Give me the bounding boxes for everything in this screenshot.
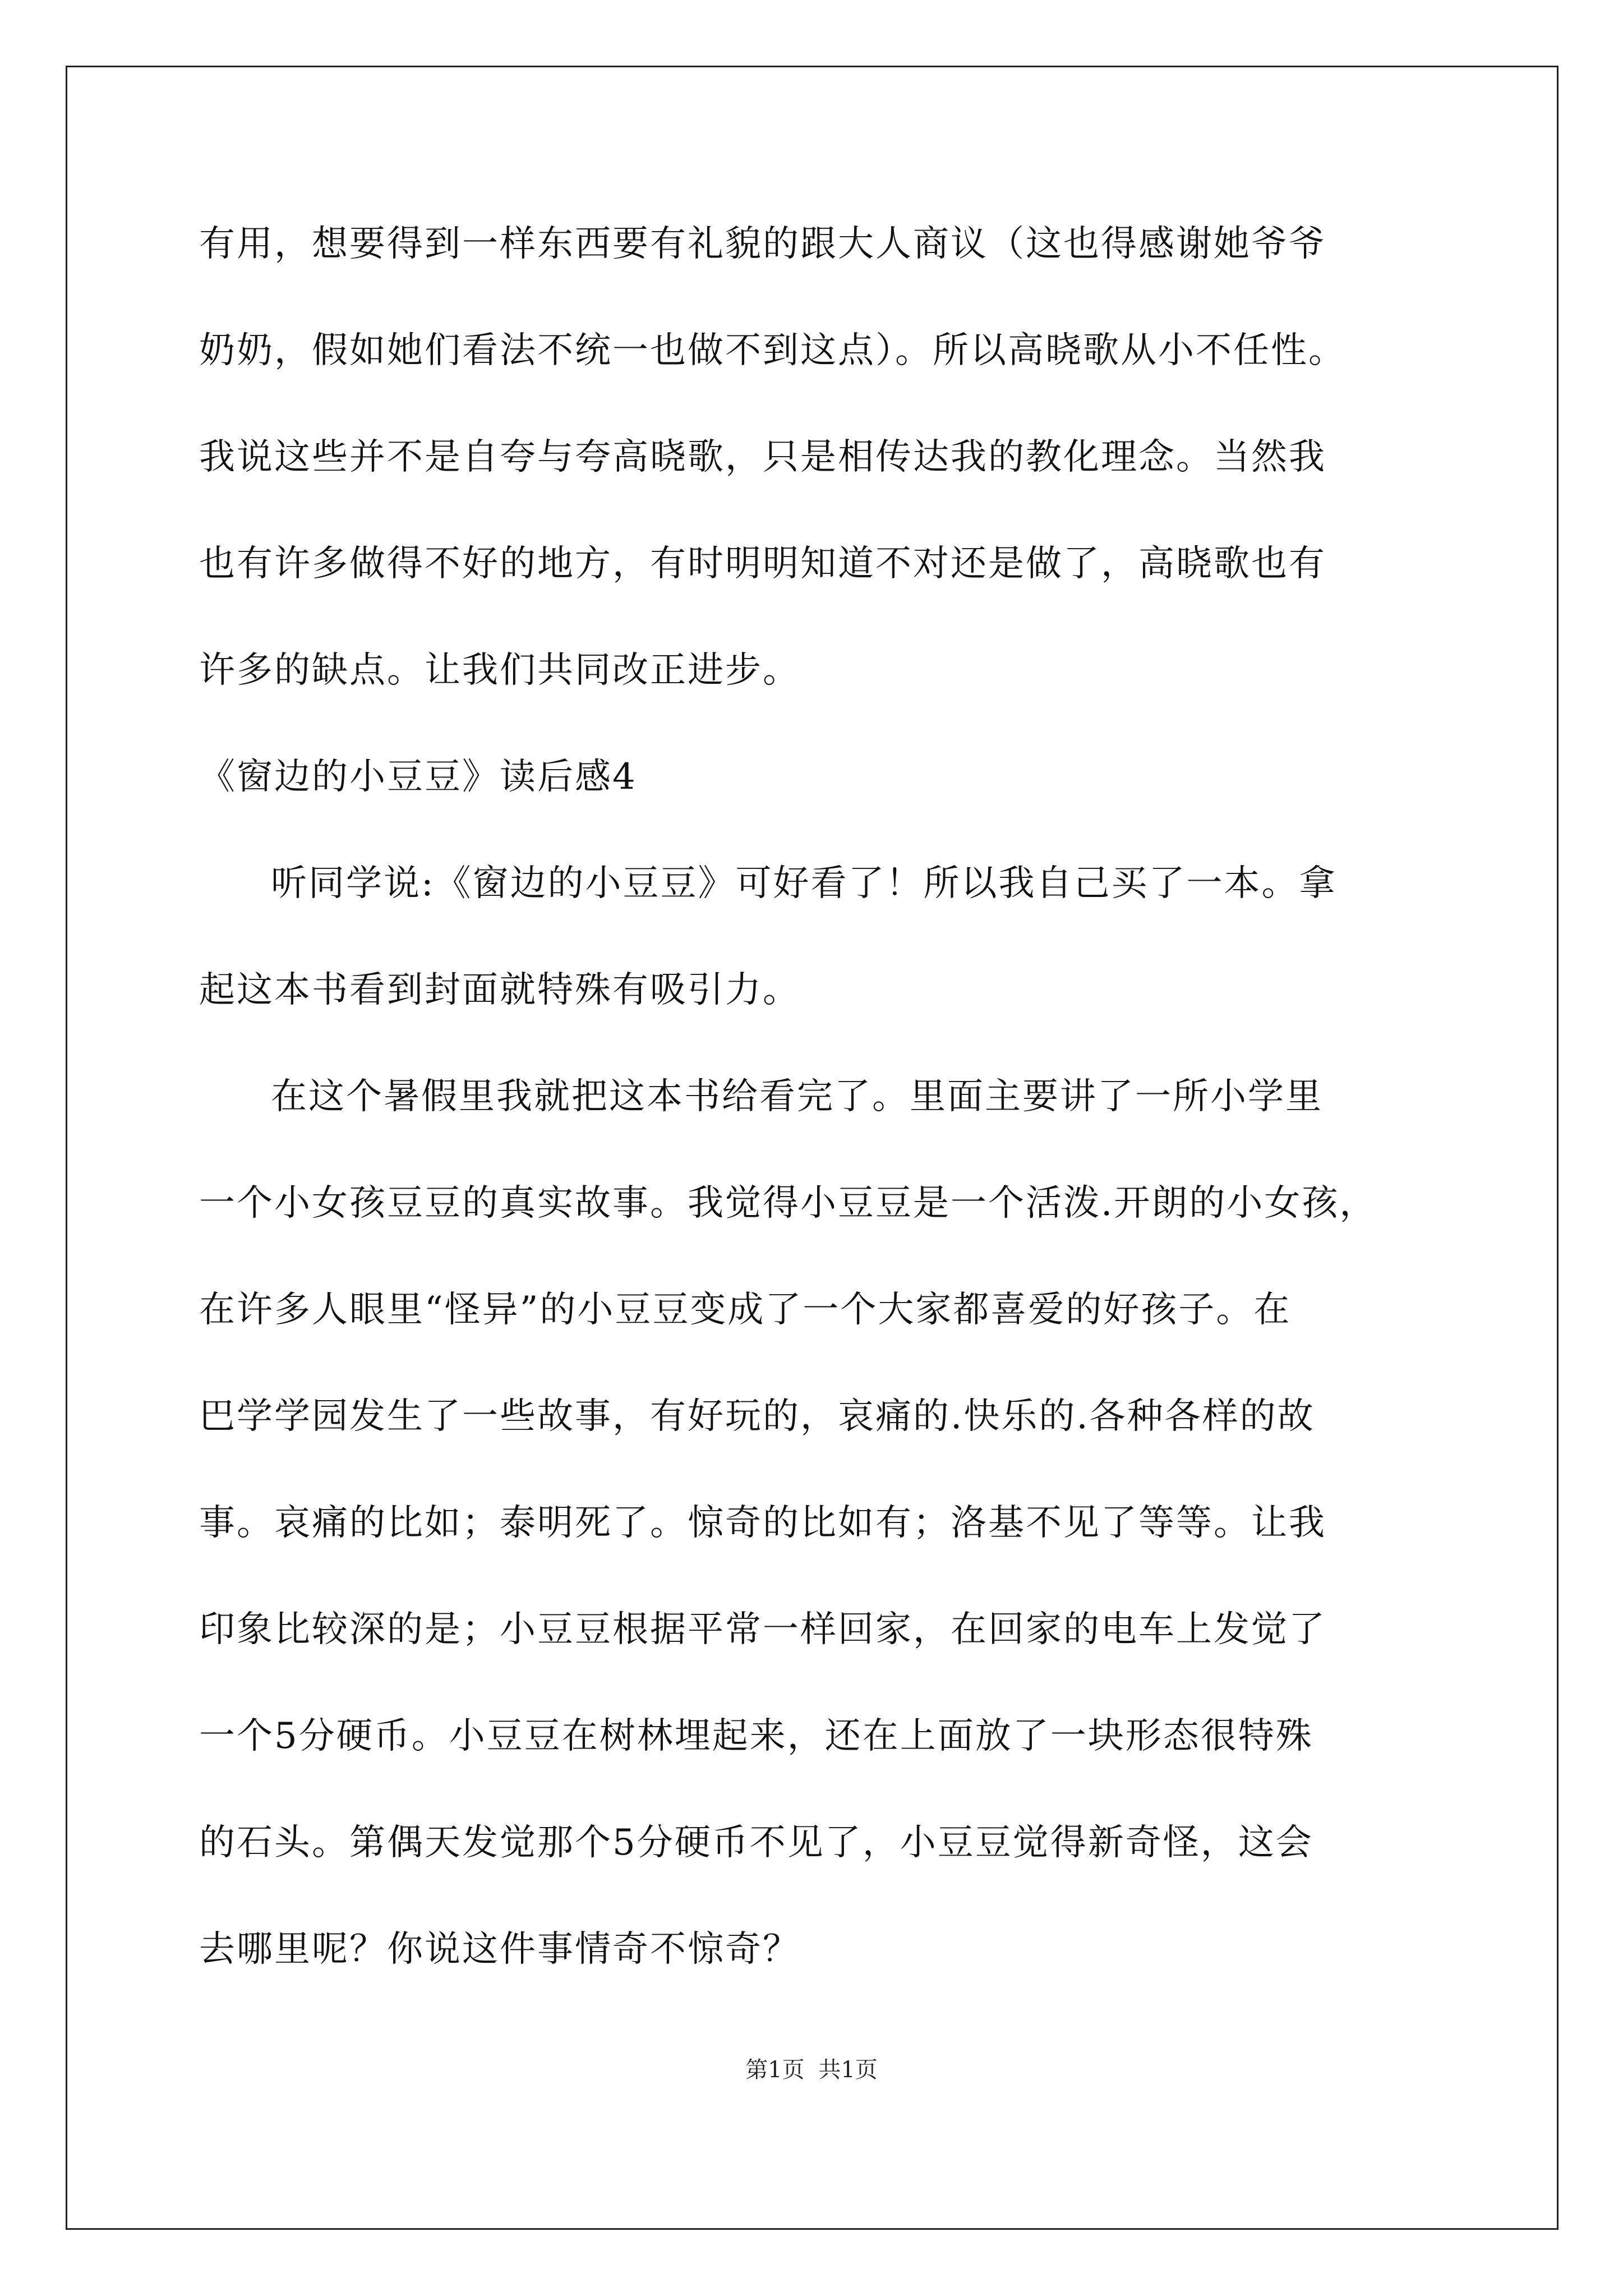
text-line: 有用，想要得到一样东西要有礼貌的跟大人商议（这也得感谢她爷爷 — [199, 223, 1326, 265]
text-line: 在这个暑假里我就把这本书给看完了。里面主要讲了一所小学里 — [271, 1076, 1323, 1117]
text-line: 的石头。第偶天发觉那个5分硬币不见了，小豆豆觉得新奇怪，这会 — [199, 1822, 1313, 1864]
section-heading: 《窗边的小豆豆》读后感4 — [199, 756, 637, 798]
text-line: 一个小女孩豆豆的真实故事。我觉得小豆豆是一个活泼.开朗的小女孩， — [199, 1182, 1377, 1224]
text-line: 我说这些并不是自夸与夸高晓歌，只是相传达我的教化理念。当然我 — [199, 436, 1326, 478]
text-line: 巴学学园发生了一些故事，有好玩的，哀痛的.快乐的.各种各样的故 — [199, 1396, 1315, 1437]
text-line: 事。哀痛的比如；泰明死了。惊奇的比如有；洛基不见了等等。让我 — [199, 1502, 1326, 1544]
text-line: 奶奶，假如她们看法不统一也做不到这点）。所以高晓歌从小不任性。 — [199, 330, 1346, 371]
text-line: 也有许多做得不好的地方，有时明明知道不对还是做了，高晓歌也有 — [199, 543, 1326, 585]
page-total: 共1页 — [818, 2057, 878, 2083]
text-line: 听同学说:《窗边的小豆豆》可好看了！所以我自己买了一本。拿 — [271, 863, 1337, 904]
text-line: 一个5分硬币。小豆豆在树林埋起来，还在上面放了一块形态很特殊 — [199, 1715, 1313, 1757]
page-number: 第1页 — [745, 2057, 805, 2083]
text-line: 许多的缺点。让我们共同改正进步。 — [199, 650, 800, 691]
text-line: 在许多人眼里“怪异”的小豆豆变成了一个大家都喜爱的好孩子。在 — [199, 1289, 1292, 1331]
text-line: 起这本书看到封面就特殊有吸引力。 — [199, 969, 800, 1011]
page-border — [66, 66, 1559, 2230]
page-footer — [0, 2053, 1623, 2087]
text-line: 去哪里呢？你说这件事情奇不惊奇？ — [199, 1929, 800, 1970]
text-line: 印象比较深的是；小豆豆根据平常一样回家，在回家的电车上发觉了 — [199, 1609, 1326, 1650]
